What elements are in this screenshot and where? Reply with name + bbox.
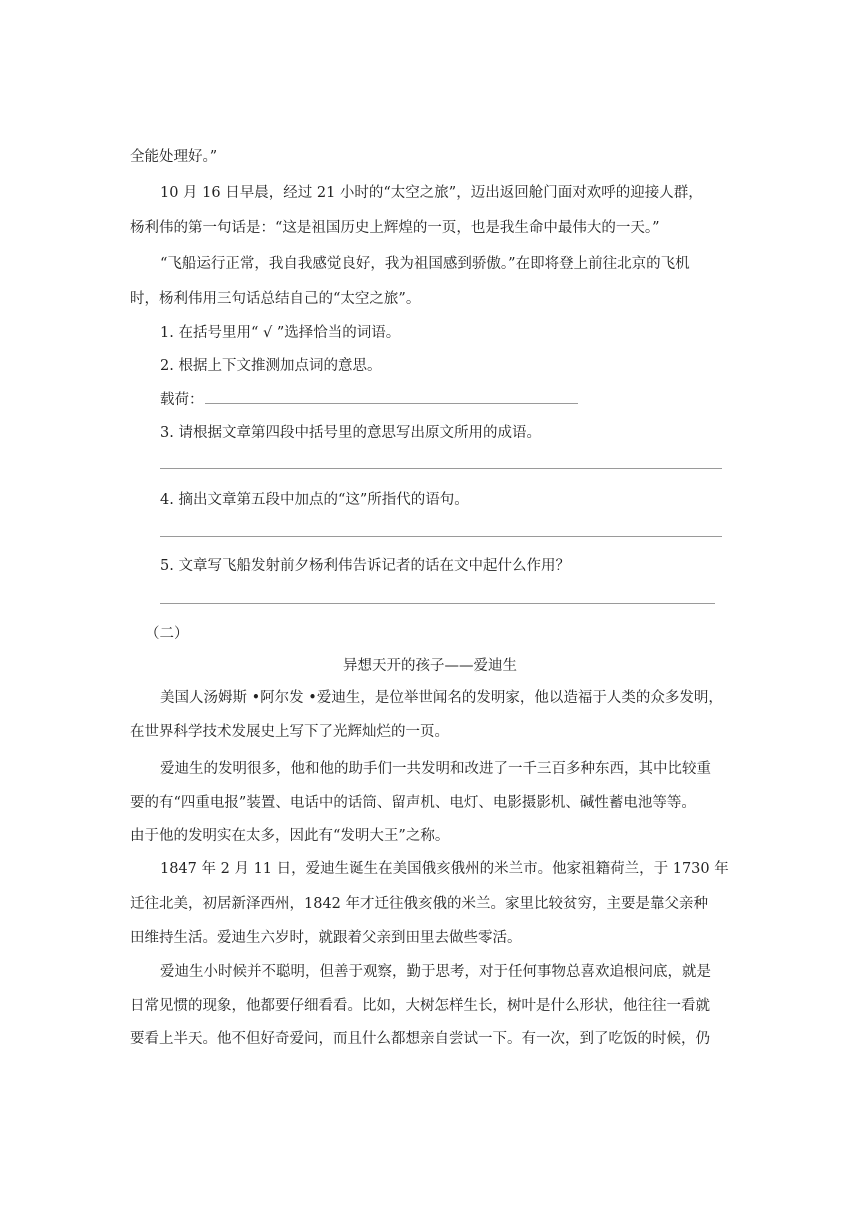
section-label: （二） (145, 626, 189, 642)
paragraph-line: 美国人汤姆斯 •阿尔发 •爱迪生，是位举世闻名的发明家，他以造福于人类的众多发明， (160, 690, 723, 706)
paragraph-line: 杨利伟的第一句话是：“这是祖国历史上辉煌的一页，也是我生命中最伟大的一天。” (130, 220, 660, 236)
paragraph-line: 在世界科学技术发展史上写下了光辉灿烂的一页。 (130, 724, 449, 740)
paragraph-line: 田维持生活。爱迪生六岁时，就跟着父亲到田里去做些零活。 (130, 930, 522, 946)
article-title: 异想天开的孩子——爱迪生 (343, 658, 517, 674)
question-5: 5. 文章写飞船发射前夕杨利伟告诉记者的话在文中起什么作用？ (160, 558, 570, 574)
paragraph-line: 迁往北美，初居新泽西州，1842 年才迁往俄亥俄的米兰。家里比较贫穷，主要是靠父亲种 (130, 896, 709, 912)
paragraph-line: 爱迪生的发明很多，他和他的助手们一共发明和改进了一千三百多种东西，其中比较重 (160, 761, 711, 777)
answer-label: 载荷： (160, 392, 204, 408)
question-3: 3. 请根据文章第四段中括号里的意思写出原文所用的成语。 (160, 425, 541, 441)
paragraph-line: 日常见惯的现象，他都要仔细看看。比如，大树怎样生长，树叶是什么形状，他往往一看就 (130, 998, 710, 1014)
paragraph-line: 全能处理好。” (130, 149, 218, 165)
paragraph-line: “飞船运行正常，我自我感觉良好，我为祖国感到骄傲。”在即将登上前往北京的飞机 (160, 256, 690, 272)
paragraph-line: 10 月 16 日早晨，经过 21 小时的“太空之旅”，迈出返回舱门面对欢呼的迎接人群， (160, 185, 703, 201)
answer-line[interactable] (160, 603, 715, 604)
paragraph-line: 要的有“四重电报”装置、电话中的话筒、留声机、电灯、电影摄影机、碱性蓄电池等等。 (130, 795, 696, 811)
answer-line[interactable] (160, 536, 722, 537)
paragraph-line: 由于他的发明实在太多，因此有“发明大王”之称。 (130, 828, 450, 844)
paragraph-line: 爱迪生小时候并不聪明，但善于观察，勤于思考，对于任何事物总喜欢追根问底，就是 (160, 964, 711, 980)
paragraph-line: 时，杨利伟用三句话总结自己的“太空之旅”。 (130, 291, 421, 307)
paragraph-line: 1847 年 2 月 11 日，爱迪生诞生在美国俄亥俄州的米兰市。他家祖籍荷兰，于 1730 年 (160, 861, 729, 877)
question-2: 2. 根据上下文推测加点词的意思。 (160, 358, 382, 374)
answer-line[interactable] (205, 403, 578, 404)
answer-line[interactable] (160, 468, 722, 469)
question-4: 4. 摘出文章第五段中加点的“这”所指代的语句。 (160, 492, 469, 508)
question-1: 1. 在括号里用“ √ ”选择恰当的词语。 (160, 325, 401, 341)
paragraph-line: 要看上半天。他不但好奇爱问，而且什么都想亲自尝试一下。有一次，到了吃饭的时候，仍 (130, 1031, 710, 1047)
